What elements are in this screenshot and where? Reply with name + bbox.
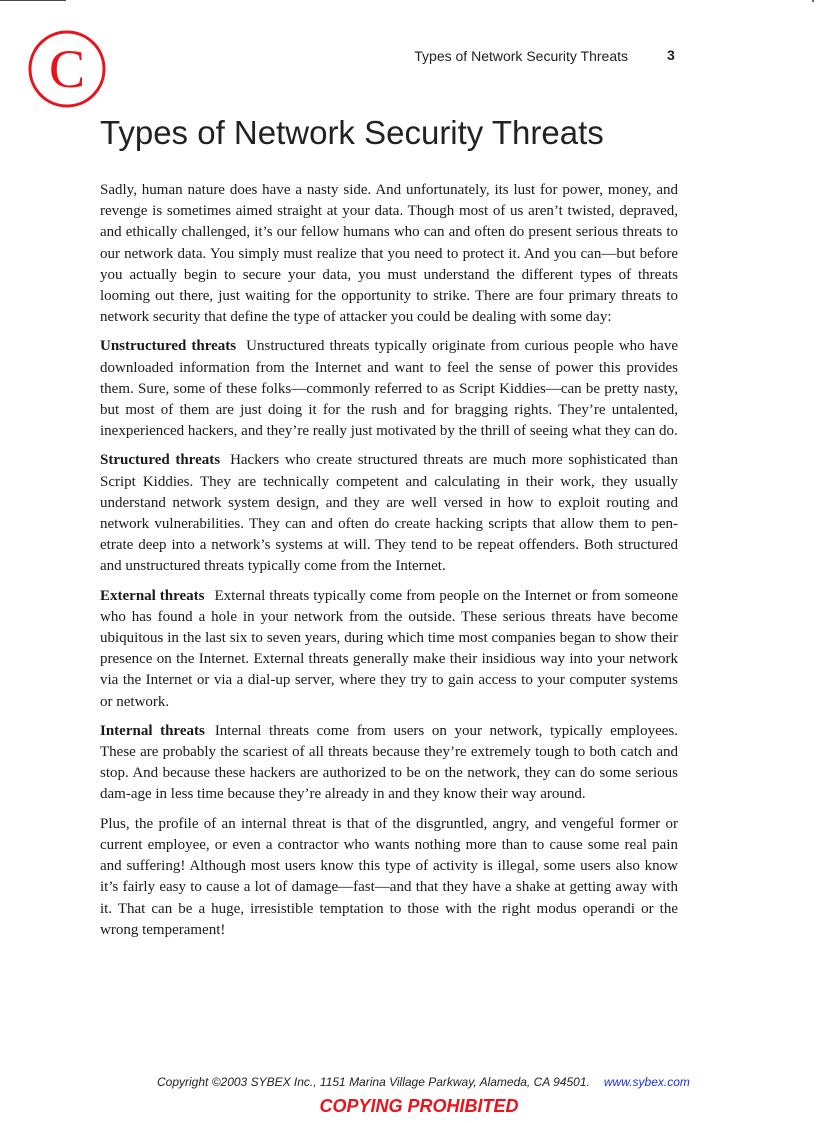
body-text: [100, 180, 678, 949]
threat-text: External threats typically come from people on the Internet or from someone who has found a hole in your network from the outside. These serious threats have become ubiquitous in the last six to seven years, during which time most companies began to show their presence on the Internet. External threats generally make their insidious way into your network via the Internet or via a dial-up server, where they try to gain access to your computer systems or network.: [100, 587, 678, 710]
copyright-seal-icon: [27, 29, 107, 109]
intro-paragraph: Sadly, human nature does have a nasty side. And unfortunately, its lust for power, money, and revenge is sometimes aimed straight at your data. Though most of us aren’t twisted, depraved, and ethically challenged, it’s our fellow humans who can and often do present serious threats to our network data. You simply must realize that you need to protect it. And you can—but before you actually begin to secure your data, you must understand the different types of threats looming out there, just waiting for the opportunity to strike. There are four primary threats to network security that define the type of attacker you could be dealing with some day:: [100, 182, 678, 326]
threat-term: Internal threats: [100, 722, 205, 739]
footer-copyright: [157, 1075, 717, 1089]
threat-text: Hackers who create structured threats are much more sophisticated than Script Kiddies. They are technically competent and calculating in their work, they usually understand network system design, and they are well versed in how to exploit routing and network vulnerabilities. They can and often do create hacking scripts that allow them to pen-etrate deep into a network’s systems at will. They tend to be repeat offenders. Both structured and unstructured threats typically come from the Internet.: [100, 452, 678, 575]
threat-term: External threats: [100, 587, 205, 604]
threat-paragraph-unstructured: [100, 336, 678, 442]
copyright-text: Copyright ©2003 SYBEX Inc., 1151 Marina Village Parkway, Alameda, CA 94501.: [157, 1075, 590, 1089]
corner-dot: [812, 0, 814, 2]
page-title: Types of Network Security Threats: [100, 114, 604, 151]
threat-term: Structured threats: [100, 452, 221, 469]
threat-text: Unstructured threats typically originate from curious people who have downloaded information from the Internet and want to feel the sense of power this provides them. Sure, some of these folks—commonly referred to as Script Kiddies—can be pretty nasty, but most of them are just doing it for the rush and for bragging rights. They’re untalented, inexperienced hackers, and they’re really just motivated by the thrill of seeing what they can do.: [100, 338, 678, 440]
threat-paragraph-structured: [100, 450, 678, 577]
threat-paragraph-internal: [100, 721, 678, 806]
threat-text: Internal threats come from users on your network, typically employees. These are probably the scariest of all threats because they’re extremely tough to both catch and stop. And because these hackers are authorized to be on the network, they can do some serious dam-age in less time because they’re already in and they know their way around.: [100, 722, 678, 803]
publisher-link[interactable]: www.sybex.com: [603, 1075, 690, 1089]
seal-letter: C: [48, 39, 86, 99]
closing-paragraph: Plus, the profile of an internal threat is that of the disgruntled, angry, and vengeful former or current employee, or even a contractor who wants nothing more than to cause some real pain and suffering! Although most users know this type of activity is illegal, some users also know it’s fairly easy to cause a lot of damage—fast—and that they have a shake at getting away with it. That can be a huge, irresistible temptation to those with the right modus operandi or the wrong temperament!: [100, 815, 678, 938]
running-head: Types of Network Security Threats: [414, 48, 628, 64]
copying-prohibited-notice: COPYING PROHIBITED: [319, 1096, 519, 1116]
corner-rule: [0, 0, 66, 1]
threat-paragraph-external: [100, 586, 678, 713]
page-number: 3: [667, 47, 675, 63]
threat-term: Unstructured threats: [100, 338, 237, 355]
